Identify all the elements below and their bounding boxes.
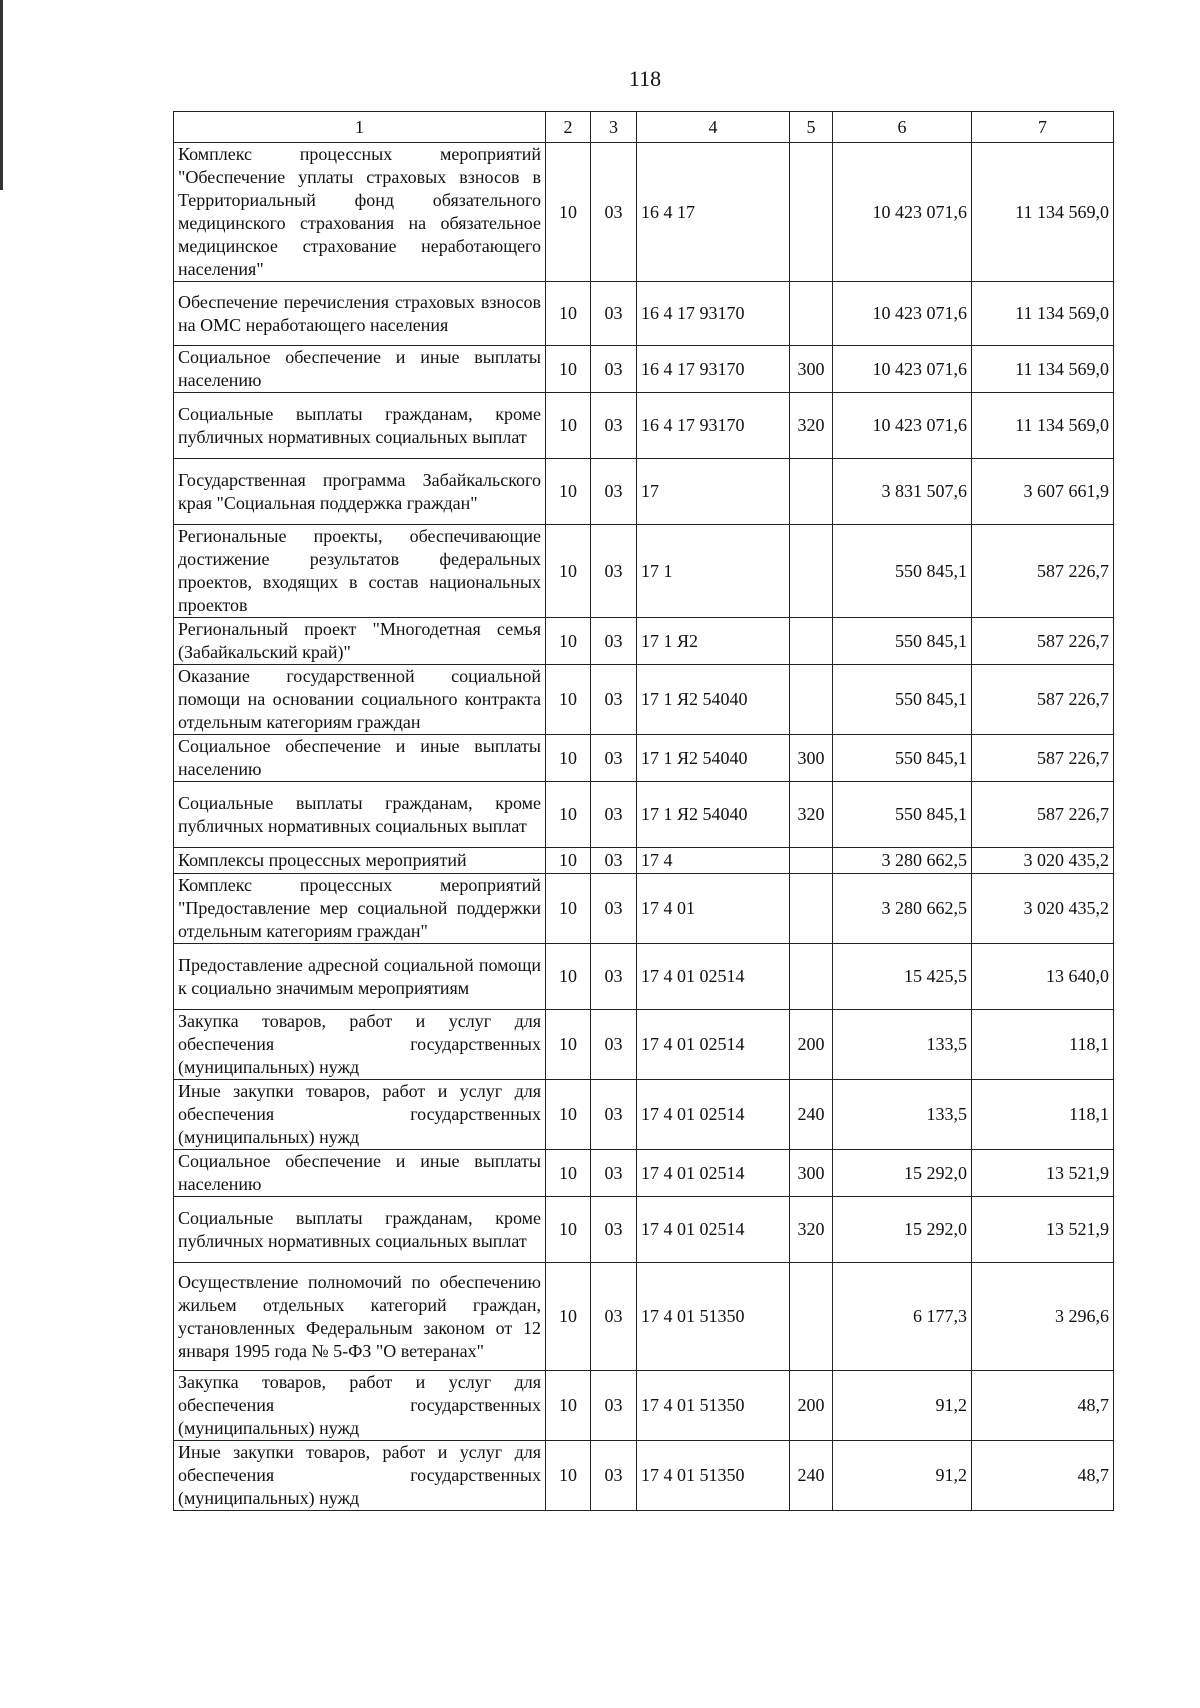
row-name: Обеспечение перечисления страховых взносов на ОМС неработающего населения — [174, 282, 546, 346]
row-target-code: 17 4 01 51350 — [637, 1371, 790, 1441]
row-section: 10 — [546, 665, 591, 735]
row-amount-year2: 587 226,7 — [972, 735, 1114, 782]
row-section: 10 — [546, 143, 591, 282]
row-section: 10 — [546, 393, 591, 459]
row-expense-type: 300 — [790, 1150, 833, 1197]
header-col-6: 6 — [833, 112, 972, 143]
table-row — [174, 282, 1114, 346]
scan-edge-mark — [0, 0, 3, 190]
table-row — [174, 874, 1114, 944]
budget-table — [173, 111, 1114, 1511]
header-col-5: 5 — [790, 112, 833, 143]
row-amount-year2: 13 521,9 — [972, 1150, 1114, 1197]
row-section: 10 — [546, 346, 591, 393]
row-expense-type: 300 — [790, 735, 833, 782]
table-row — [174, 618, 1114, 665]
row-expense-type — [790, 525, 833, 618]
header-col-7: 7 — [972, 112, 1114, 143]
row-section: 10 — [546, 1150, 591, 1197]
row-amount-year1: 10 423 071,6 — [833, 393, 972, 459]
row-section: 10 — [546, 1197, 591, 1263]
row-section: 10 — [546, 735, 591, 782]
table-row — [174, 1080, 1114, 1150]
row-amount-year1: 133,5 — [833, 1010, 972, 1080]
table-row — [174, 782, 1114, 848]
row-amount-year2: 587 226,7 — [972, 665, 1114, 735]
row-expense-type — [790, 874, 833, 944]
row-expense-type: 320 — [790, 1197, 833, 1263]
row-section: 10 — [546, 459, 591, 525]
row-subsection: 03 — [591, 944, 637, 1010]
row-target-code: 17 1 Я2 54040 — [637, 665, 790, 735]
row-amount-year1: 3 280 662,5 — [833, 874, 972, 944]
table-row — [174, 393, 1114, 459]
row-subsection: 03 — [591, 459, 637, 525]
row-amount-year2: 11 134 569,0 — [972, 346, 1114, 393]
row-name: Социальное обеспечение и иные выплаты населению — [174, 346, 546, 393]
row-amount-year1: 15 292,0 — [833, 1197, 972, 1263]
row-expense-type — [790, 143, 833, 282]
row-amount-year1: 15 292,0 — [833, 1150, 972, 1197]
row-target-code: 16 4 17 93170 — [637, 393, 790, 459]
table-row — [174, 1441, 1114, 1511]
row-target-code: 17 4 01 02514 — [637, 944, 790, 1010]
row-amount-year2: 11 134 569,0 — [972, 143, 1114, 282]
row-expense-type — [790, 848, 833, 874]
row-subsection: 03 — [591, 525, 637, 618]
row-subsection: 03 — [591, 1010, 637, 1080]
table-body — [174, 143, 1114, 1511]
row-expense-type: 240 — [790, 1441, 833, 1511]
row-amount-year1: 15 425,5 — [833, 944, 972, 1010]
row-amount-year1: 550 845,1 — [833, 782, 972, 848]
row-amount-year1: 550 845,1 — [833, 525, 972, 618]
row-subsection: 03 — [591, 143, 637, 282]
table-row — [174, 1263, 1114, 1371]
row-section: 10 — [546, 1441, 591, 1511]
row-amount-year2: 118,1 — [972, 1080, 1114, 1150]
row-target-code: 17 4 01 — [637, 874, 790, 944]
table-row — [174, 665, 1114, 735]
row-target-code: 17 4 01 51350 — [637, 1441, 790, 1511]
row-amount-year1: 550 845,1 — [833, 735, 972, 782]
row-amount-year2: 587 226,7 — [972, 782, 1114, 848]
row-subsection: 03 — [591, 665, 637, 735]
row-amount-year1: 550 845,1 — [833, 665, 972, 735]
table-row — [174, 1010, 1114, 1080]
row-amount-year1: 10 423 071,6 — [833, 346, 972, 393]
row-section: 10 — [546, 874, 591, 944]
row-amount-year1: 91,2 — [833, 1441, 972, 1511]
row-subsection: 03 — [591, 346, 637, 393]
row-name: Предоставление адресной социальной помощи к социально значимым мероприятиям — [174, 944, 546, 1010]
table-row — [174, 735, 1114, 782]
row-amount-year1: 3 831 507,6 — [833, 459, 972, 525]
row-subsection: 03 — [591, 735, 637, 782]
table-row — [174, 459, 1114, 525]
page-number: 118 — [628, 66, 662, 91]
header-col-2: 2 — [546, 112, 591, 143]
row-name: Осуществление полномочий по обеспечению жильем отдельных категорий граждан, установленных Федеральным законом от 12 января 1995 года № 5-ФЗ "О ветеранах" — [174, 1263, 546, 1371]
row-subsection: 03 — [591, 618, 637, 665]
row-target-code: 17 1 — [637, 525, 790, 618]
row-target-code: 17 4 01 02514 — [637, 1150, 790, 1197]
row-expense-type: 240 — [790, 1080, 833, 1150]
row-target-code: 17 1 Я2 — [637, 618, 790, 665]
row-target-code: 17 4 01 02514 — [637, 1010, 790, 1080]
table-row — [174, 143, 1114, 282]
row-amount-year1: 10 423 071,6 — [833, 143, 972, 282]
row-name: Социальное обеспечение и иные выплаты населению — [174, 735, 546, 782]
header-col-4: 4 — [637, 112, 790, 143]
table-row — [174, 848, 1114, 874]
row-amount-year2: 48,7 — [972, 1371, 1114, 1441]
row-subsection: 03 — [591, 1263, 637, 1371]
row-name: Социальные выплаты гражданам, кроме публичных нормативных социальных выплат — [174, 393, 546, 459]
row-section: 10 — [546, 944, 591, 1010]
row-amount-year2: 3 607 661,9 — [972, 459, 1114, 525]
row-amount-year1: 91,2 — [833, 1371, 972, 1441]
table-row — [174, 1371, 1114, 1441]
row-amount-year2: 48,7 — [972, 1441, 1114, 1511]
row-name: Оказание государственной социальной помощи на основании социального контракта отдельным категориям граждан — [174, 665, 546, 735]
row-name: Социальные выплаты гражданам, кроме публичных нормативных социальных выплат — [174, 1197, 546, 1263]
row-amount-year1: 133,5 — [833, 1080, 972, 1150]
row-expense-type: 200 — [790, 1371, 833, 1441]
row-subsection: 03 — [591, 874, 637, 944]
row-name: Иные закупки товаров, работ и услуг для обеспечения государственных (муниципальных) нужд — [174, 1080, 546, 1150]
table-row — [174, 525, 1114, 618]
header-row — [174, 112, 1114, 143]
row-amount-year2: 3 020 435,2 — [972, 874, 1114, 944]
row-target-code: 16 4 17 93170 — [637, 282, 790, 346]
row-section: 10 — [546, 782, 591, 848]
row-name: Комплекс процессных мероприятий "Обеспечение уплаты страховых взносов в Территориальный фонд обязательного медицинского страхования на обязательное медицинское страхование неработающего населения" — [174, 143, 546, 282]
row-target-code: 17 4 01 51350 — [637, 1263, 790, 1371]
row-name: Региональные проекты, обеспечивающие достижение результатов федеральных проектов, входящих в состав национальных проектов — [174, 525, 546, 618]
table-row — [174, 346, 1114, 393]
row-name: Комплекс процессных мероприятий "Предоставление мер социальной поддержки отдельным категориям граждан" — [174, 874, 546, 944]
row-section: 10 — [546, 525, 591, 618]
row-subsection: 03 — [591, 782, 637, 848]
row-name: Региональный проект "Многодетная семья (Забайкальский край)" — [174, 618, 546, 665]
row-target-code: 17 — [637, 459, 790, 525]
row-target-code: 17 1 Я2 54040 — [637, 735, 790, 782]
row-expense-type — [790, 618, 833, 665]
row-amount-year2: 3 020 435,2 — [972, 848, 1114, 874]
row-target-code: 16 4 17 93170 — [637, 346, 790, 393]
row-amount-year2: 13 640,0 — [972, 944, 1114, 1010]
row-name: Закупка товаров, работ и услуг для обеспечения государственных (муниципальных) нужд — [174, 1371, 546, 1441]
row-expense-type: 320 — [790, 393, 833, 459]
row-subsection: 03 — [591, 1197, 637, 1263]
row-section: 10 — [546, 848, 591, 874]
row-target-code: 17 4 01 02514 — [637, 1197, 790, 1263]
row-expense-type: 200 — [790, 1010, 833, 1080]
row-subsection: 03 — [591, 848, 637, 874]
row-expense-type — [790, 1263, 833, 1371]
row-amount-year1: 550 845,1 — [833, 618, 972, 665]
row-amount-year2: 587 226,7 — [972, 525, 1114, 618]
row-section: 10 — [546, 282, 591, 346]
table-row — [174, 944, 1114, 1010]
row-name: Государственная программа Забайкальского края "Социальная поддержка граждан" — [174, 459, 546, 525]
row-target-code: 17 4 — [637, 848, 790, 874]
row-amount-year2: 13 521,9 — [972, 1197, 1114, 1263]
row-subsection: 03 — [591, 393, 637, 459]
row-amount-year1: 10 423 071,6 — [833, 282, 972, 346]
row-expense-type: 320 — [790, 782, 833, 848]
row-section: 10 — [546, 1010, 591, 1080]
row-amount-year2: 11 134 569,0 — [972, 393, 1114, 459]
header-col-3: 3 — [591, 112, 637, 143]
row-expense-type — [790, 944, 833, 1010]
row-section: 10 — [546, 1263, 591, 1371]
row-expense-type — [790, 665, 833, 735]
row-amount-year2: 11 134 569,0 — [972, 282, 1114, 346]
row-subsection: 03 — [591, 1080, 637, 1150]
row-name: Закупка товаров, работ и услуг для обеспечения государственных (муниципальных) нужд — [174, 1010, 546, 1080]
row-amount-year2: 118,1 — [972, 1010, 1114, 1080]
row-amount-year2: 587 226,7 — [972, 618, 1114, 665]
row-name: Социальное обеспечение и иные выплаты населению — [174, 1150, 546, 1197]
row-expense-type — [790, 459, 833, 525]
row-expense-type — [790, 282, 833, 346]
row-subsection: 03 — [591, 1441, 637, 1511]
row-amount-year1: 6 177,3 — [833, 1263, 972, 1371]
row-name: Социальные выплаты гражданам, кроме публичных нормативных социальных выплат — [174, 782, 546, 848]
row-subsection: 03 — [591, 282, 637, 346]
row-name: Иные закупки товаров, работ и услуг для обеспечения государственных (муниципальных) нужд — [174, 1441, 546, 1511]
row-target-code: 17 1 Я2 54040 — [637, 782, 790, 848]
row-subsection: 03 — [591, 1150, 637, 1197]
row-amount-year1: 3 280 662,5 — [833, 848, 972, 874]
row-section: 10 — [546, 1371, 591, 1441]
row-subsection: 03 — [591, 1371, 637, 1441]
row-section: 10 — [546, 618, 591, 665]
row-section: 10 — [546, 1080, 591, 1150]
header-col-1: 1 — [174, 112, 546, 143]
table-row — [174, 1197, 1114, 1263]
row-name: Комплексы процессных мероприятий — [174, 848, 546, 874]
row-target-code: 17 4 01 02514 — [637, 1080, 790, 1150]
row-expense-type: 300 — [790, 346, 833, 393]
row-target-code: 16 4 17 — [637, 143, 790, 282]
table-row — [174, 1150, 1114, 1197]
row-amount-year2: 3 296,6 — [972, 1263, 1114, 1371]
